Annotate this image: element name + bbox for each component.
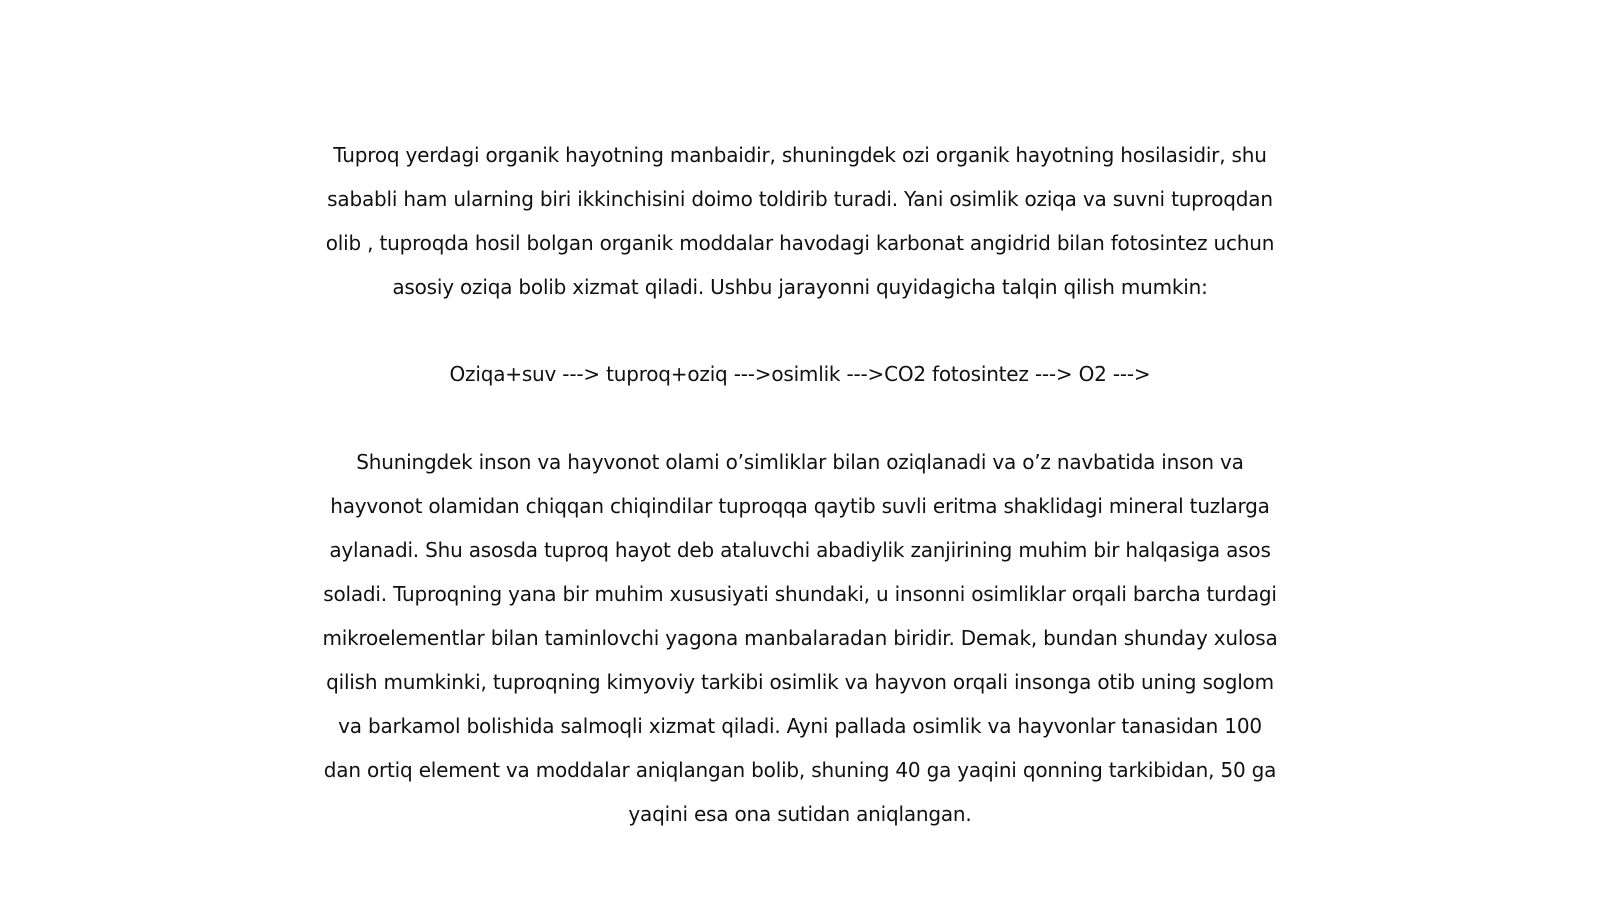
paragraph-2-line-6: qilish mumkinki, tuproqning kimyoviy tarkibi osimlik va hayvon orqali insonga otib uning soglom [326, 670, 1274, 694]
paragraph-2-line-2: hayvonot olamidan chiqqan chiqindilar tuproqqa qaytib suvli eritma shaklidagi mineral tuzlarga [330, 494, 1270, 518]
paragraph-2-line-7: va barkamol bolishida salmoqli xizmat qiladi. Ayni pallada osimlik va hayvonlar tanasidan 100 [338, 714, 1262, 738]
paragraph-2-line-4: soladi. Tuproqning yana bir muhim xususiyati shundaki, u insonni osimliklar orqali barcha turdagi [323, 582, 1277, 606]
paragraph-2-line-9: yaqini esa ona sutidan aniqlangan. [628, 802, 972, 826]
paragraph-1-line-2: sababli ham ularning biri ikkinchisini doimo toldirib turadi. Yani osimlik oziqa va suvni tuproqdan [327, 187, 1273, 211]
paragraph-1-line-1: Tuproq yerdagi organik hayotning manbaidir, shuningdek ozi organik hayotning hosilasidir, shu [333, 143, 1267, 167]
paragraph-2-line-1: Shuningdek inson va hayvonot olami o’simliklar bilan oziqlanadi va o’z navbatida inson va [356, 450, 1244, 474]
paragraph-2-line-5: mikroelementlar bilan taminlovchi yagona manbalaradan biridir. Demak, bundan shunday xulosa [322, 626, 1278, 650]
paragraph-2-line-3: aylanadi. Shu asosda tuproq hayot deb ataluvchi abadiylik zanjirining muhim bir halqasiga asos [329, 538, 1271, 562]
paragraph-1-line-4: asosiy oziqa bolib xizmat qiladi. Ushbu jarayonni quyidagicha talqin qilish mumkin: [392, 275, 1208, 299]
paragraph-2-line-8: dan ortiq element va moddalar aniqlangan bolib, shuning 40 ga yaqini qonning tarkibidan, 50 ga [323, 758, 1277, 782]
process-formula: Oziqa+suv ---> tuproq+oziq --->osimlik --->CO2 fotosintez ---> O2 ---> [449, 362, 1151, 386]
paragraph-1-line-3: olib , tuproqda hosil bolgan organik moddalar havodagi karbonat angidrid bilan fotosintez uchun [325, 231, 1275, 255]
